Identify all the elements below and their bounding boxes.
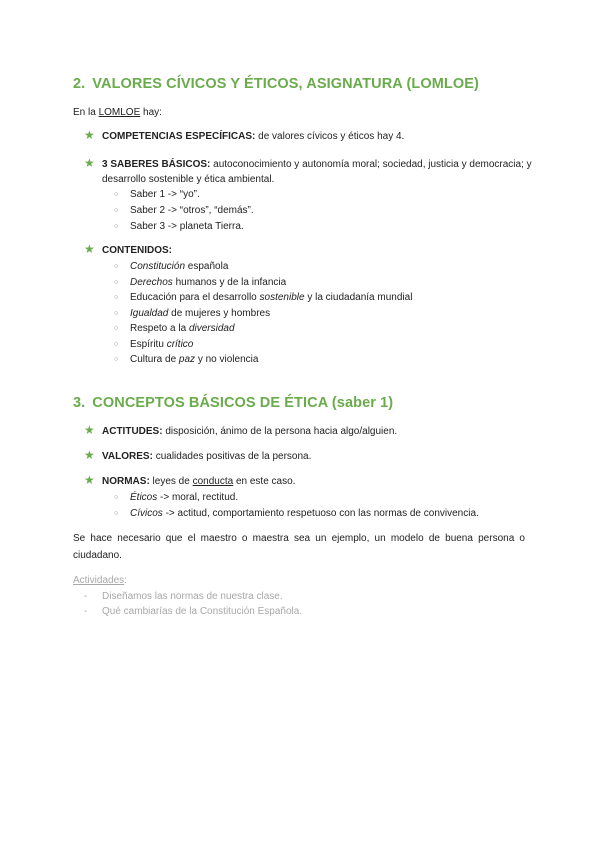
normas-text-pre: leyes de <box>149 476 193 487</box>
circle-icon: ○ <box>114 325 119 332</box>
circle-icon: ○ <box>114 207 119 214</box>
section-2-heading: VALORES CÍVICOS Y ÉTICOS, ASIGNATURA (LOMLOE) <box>92 76 479 92</box>
circle-icon: ○ <box>114 310 119 317</box>
normas-sub-italic: Éticos <box>130 492 158 503</box>
saber-2: Saber 2 -> “otros”, “demás”. <box>130 205 254 216</box>
star-icon: ★ <box>84 242 95 256</box>
dash-icon: - <box>84 591 88 602</box>
star-icon: ★ <box>84 448 95 462</box>
star-icon: ★ <box>84 423 95 437</box>
competencias-item <box>102 130 404 143</box>
section-3-title <box>73 395 393 411</box>
actitudes-label: ACTITUDES: <box>102 426 163 437</box>
contenido-pre: Cultura de <box>130 354 179 365</box>
contenidos-label: CONTENIDOS: <box>102 245 172 256</box>
circle-icon: ○ <box>114 279 119 286</box>
saber-3: Saber 3 -> planeta Tierra. <box>130 221 244 232</box>
actitudes-item <box>102 425 397 438</box>
intro-prefix: En la <box>73 107 99 118</box>
circle-icon: ○ <box>114 263 119 270</box>
circle-icon: ○ <box>114 494 119 501</box>
contenido-rest: y no violencia <box>195 354 259 365</box>
contenido-item <box>130 322 235 335</box>
contenido-rest: humanos y de la infancia <box>172 277 287 288</box>
contenido-pre: Espíritu <box>130 339 167 350</box>
circle-icon: ○ <box>114 356 119 363</box>
activities-heading <box>73 574 127 587</box>
normas-item <box>102 475 295 488</box>
valores-label: VALORES: <box>102 451 153 462</box>
contenido-italic: Igualdad <box>130 308 169 319</box>
circle-icon: ○ <box>114 294 119 301</box>
contenido-italic: Constitución <box>130 261 186 272</box>
circle-icon: ○ <box>114 223 119 230</box>
competencias-label: COMPETENCIAS ESPECÍFICAS: <box>102 131 256 142</box>
intro-suffix: hay: <box>140 107 162 118</box>
circle-icon: ○ <box>114 510 119 517</box>
normas-sub-rest: -> moral, rectitud. <box>157 492 239 503</box>
contenido-italic: paz <box>178 354 196 365</box>
normas-sub-item <box>130 491 238 504</box>
section-2-title <box>73 76 479 92</box>
contenido-rest: de mujeres y hombres <box>168 308 271 319</box>
normas-text-post: en este caso. <box>233 476 296 487</box>
contenido-italic: Derechos <box>130 277 173 288</box>
activity-item: Qué cambiarías de la Constitución Española. <box>102 606 303 617</box>
star-icon: ★ <box>84 128 95 142</box>
saberes-item <box>102 158 532 171</box>
contenido-pre: Respeto a la <box>130 323 189 334</box>
contenido-rest: y la ciudadanía mundial <box>304 292 413 303</box>
normas-sub-item <box>130 507 479 520</box>
activity-item: Diseñamos las normas de nuestra clase. <box>102 591 283 602</box>
circle-icon: ○ <box>114 341 119 348</box>
section-3-heading: CONCEPTOS BÁSICOS DE ÉTICA (saber 1) <box>92 395 394 411</box>
normas-sub-rest: -> actitud, comportamiento respetuoso con las normas de convivencia. <box>162 508 479 519</box>
star-icon: ★ <box>84 473 95 487</box>
contenido-italic: diversidad <box>188 323 235 334</box>
contenido-item <box>130 276 286 289</box>
contenido-item <box>130 291 412 304</box>
contenido-pre: Educación para el desarrollo <box>130 292 260 303</box>
intro-line <box>73 106 162 119</box>
contenido-item <box>130 260 228 273</box>
saberes-label: 3 SABERES BÁSICOS: <box>102 159 211 170</box>
activities-heading-text: Actividades <box>73 575 125 586</box>
lomloe-link[interactable]: LOMLOE <box>98 107 141 118</box>
section-2-number: 2. <box>73 76 86 92</box>
contenido-item <box>130 353 258 366</box>
circle-icon: ○ <box>114 191 119 198</box>
normas-label: NORMAS: <box>102 476 150 487</box>
saber-1: Saber 1 -> “yo”. <box>130 189 200 200</box>
star-icon: ★ <box>84 156 95 170</box>
competencias-text: de valores cívicos y éticos hay 4. <box>255 131 405 142</box>
contenido-item <box>130 338 193 351</box>
activities-colon: : <box>124 575 127 586</box>
valores-text: cualidades positivas de la persona. <box>152 451 312 462</box>
saberes-text: autoconocimiento y autonomía moral; sociedad, justicia y democracia; y <box>210 159 532 170</box>
normas-sub-italic: Cívicos <box>130 508 163 519</box>
contenido-italic: crítico <box>166 339 194 350</box>
section-3-number: 3. <box>73 395 86 411</box>
dash-icon: - <box>84 606 88 617</box>
paragraph: Se hace necesario que el maestro o maestra sea un ejemplo, un modelo de buena persona o ciudadano. <box>73 533 525 561</box>
saberes-text-continued: desarrollo sostenible y ética ambiental. <box>102 174 275 185</box>
actitudes-text: disposición, ánimo de la persona hacia algo/alguien. <box>162 426 398 437</box>
contenido-item <box>130 307 270 320</box>
contenido-italic: sostenible <box>259 292 305 303</box>
contenido-rest: española <box>185 261 229 272</box>
valores-item <box>102 450 311 463</box>
normas-text-underlined: conducta <box>192 476 234 487</box>
